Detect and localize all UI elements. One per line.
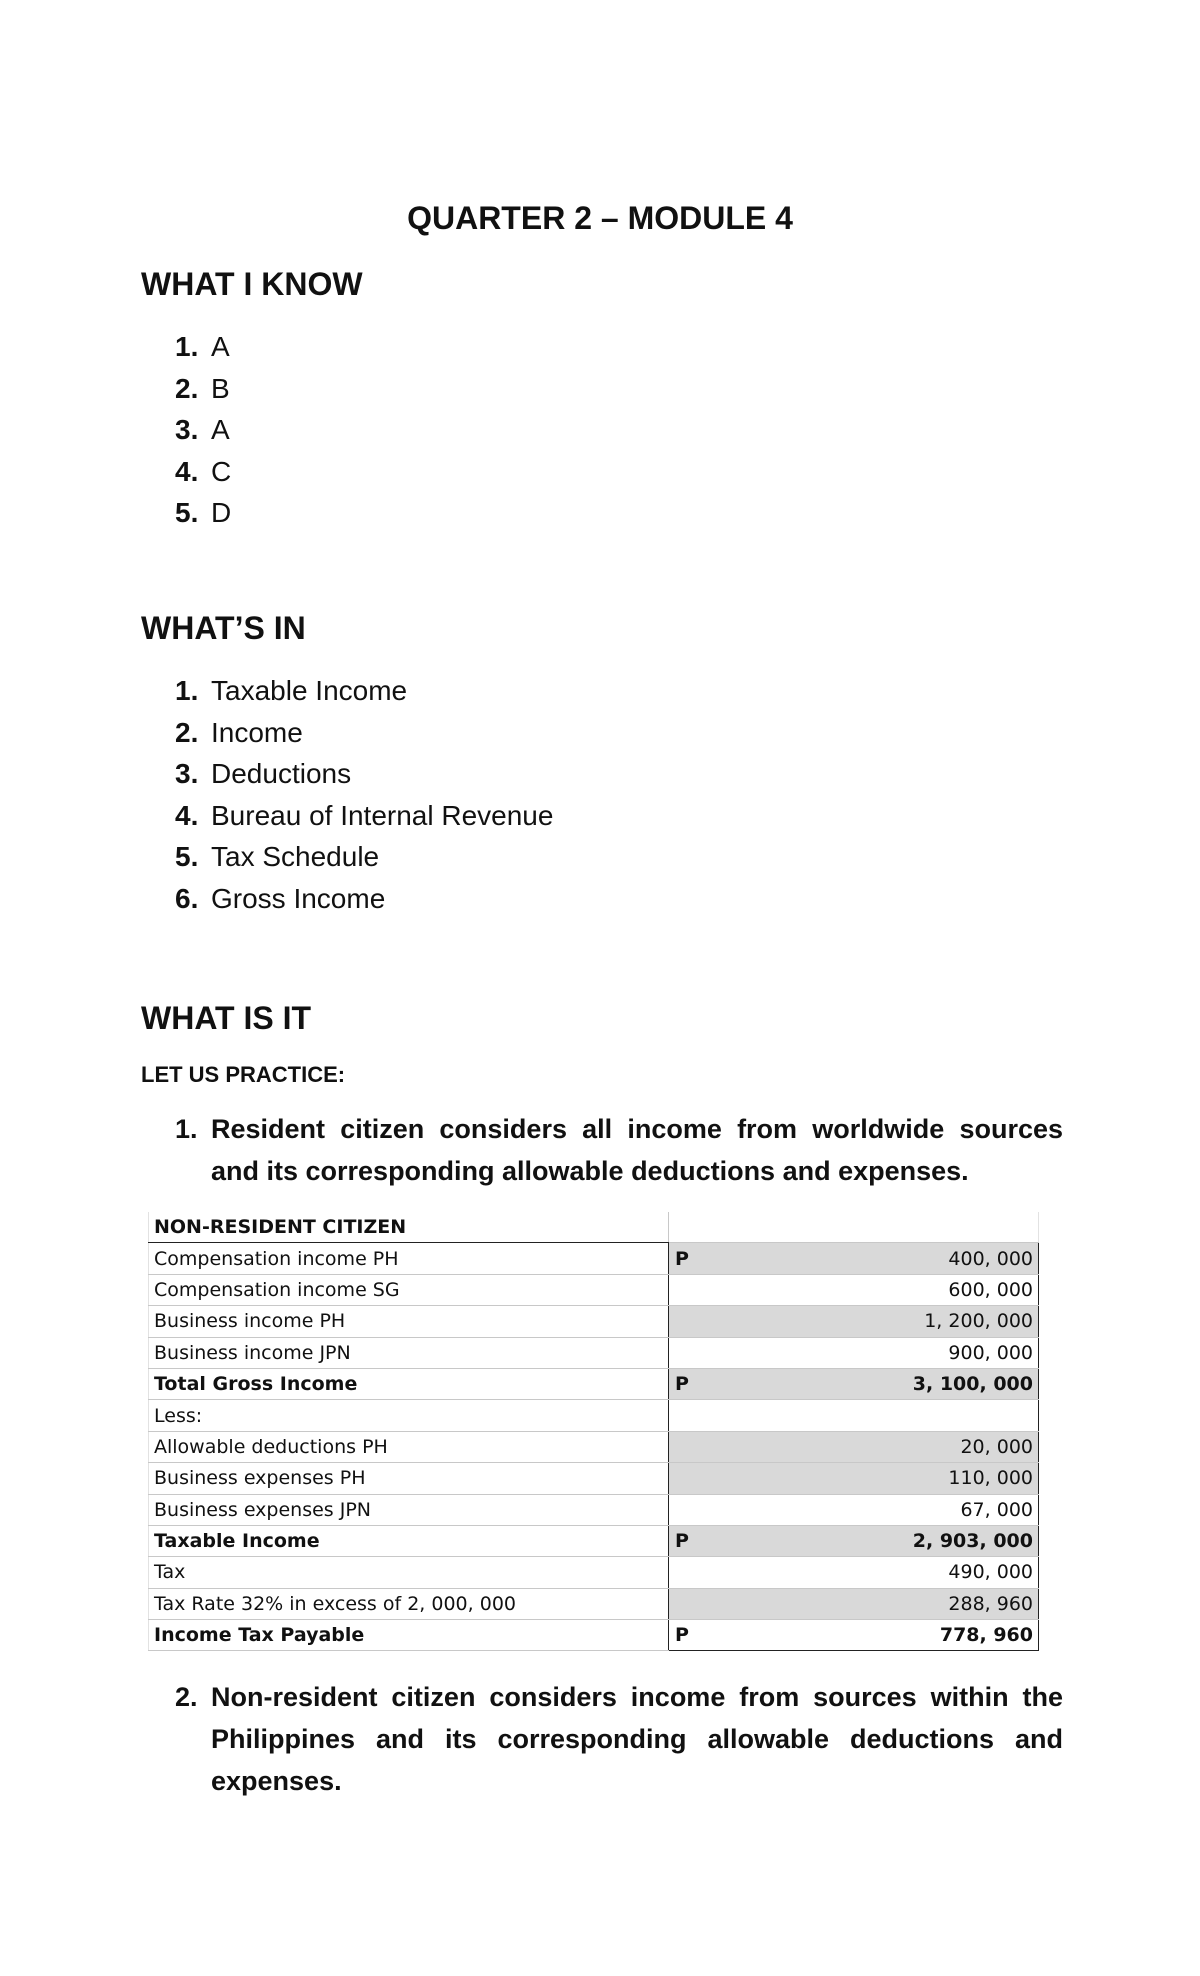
practice-text: Non-resident citizen considers income from sources within the Philippines and its corresponding allowable deductions and expenses. — [211, 1682, 1063, 1796]
currency-symbol: P — [675, 1530, 689, 1553]
item-number: 4. — [175, 799, 199, 831]
row-label: Compensation income PH — [149, 1243, 669, 1274]
table-row — [149, 1400, 1039, 1431]
table-row — [149, 1306, 1039, 1337]
row-label: Taxable Income — [149, 1525, 669, 1556]
row-value — [669, 1431, 1039, 1462]
what-i-know-list — [175, 326, 231, 534]
row-label: Allowable deductions PH — [149, 1431, 669, 1462]
amount: 600, 000 — [948, 1278, 1033, 1301]
item-text: Income — [211, 716, 303, 748]
whats-in-heading: WHAT’S IN — [141, 610, 306, 646]
currency-symbol: P — [675, 1624, 689, 1647]
table-row — [149, 1557, 1039, 1588]
item-number: 3. — [175, 414, 199, 446]
list-item — [175, 836, 553, 878]
row-label: Tax Rate 32% in excess of 2, 000, 000 — [149, 1588, 669, 1619]
row-label: Business income PH — [149, 1306, 669, 1337]
item-number: 1. — [175, 331, 199, 362]
what-is-it-heading: WHAT IS IT — [141, 1000, 312, 1036]
row-value — [669, 1620, 1039, 1651]
amount: 2, 903, 000 — [912, 1530, 1033, 1553]
table-header-row — [149, 1212, 1039, 1243]
row-value — [669, 1494, 1039, 1525]
row-value — [669, 1337, 1039, 1368]
table-row — [149, 1463, 1039, 1494]
amount: 400, 000 — [948, 1247, 1033, 1270]
table-row — [149, 1431, 1039, 1462]
item-text: Bureau of Internal Revenue — [211, 799, 554, 831]
item-text: A — [211, 414, 230, 446]
amount: 778, 960 — [939, 1624, 1033, 1647]
row-value — [669, 1463, 1039, 1494]
item-number: 2. — [175, 716, 199, 748]
what-i-know-heading: WHAT I KNOW — [141, 266, 363, 302]
amount: 490, 000 — [948, 1561, 1033, 1584]
income-tax-table — [148, 1212, 1039, 1651]
list-item — [175, 753, 553, 795]
row-label: Less: — [149, 1400, 669, 1431]
amount: 110, 000 — [948, 1467, 1033, 1490]
list-item — [175, 409, 231, 451]
list-item — [175, 712, 553, 754]
list-item — [175, 368, 231, 410]
item-number: 1. — [175, 675, 199, 706]
row-value — [669, 1243, 1039, 1274]
list-item — [175, 326, 231, 368]
item-number: 4. — [175, 455, 199, 487]
row-label: Tax — [149, 1557, 669, 1588]
item-text: Taxable Income — [211, 675, 408, 706]
amount: 900, 000 — [948, 1341, 1033, 1364]
amount: 67, 000 — [960, 1498, 1033, 1521]
table-row — [149, 1525, 1039, 1556]
row-label: Business expenses PH — [149, 1463, 669, 1494]
row-value — [669, 1306, 1039, 1337]
row-label: Compensation income SG — [149, 1274, 669, 1305]
practice-number: 2. — [175, 1682, 198, 1712]
item-text: C — [211, 455, 232, 487]
list-item — [175, 492, 231, 534]
whats-in-list — [175, 670, 553, 920]
practice-number: 1. — [175, 1114, 198, 1144]
list-item — [175, 795, 553, 837]
currency-symbol: P — [675, 1373, 689, 1396]
amount: 288, 960 — [948, 1592, 1033, 1615]
table-header: NON-RESIDENT CITIZEN — [149, 1212, 669, 1243]
item-number: 6. — [175, 882, 199, 914]
practice-item-1 — [175, 1108, 1063, 1192]
table-row — [149, 1620, 1039, 1651]
table-row — [149, 1368, 1039, 1399]
list-item — [175, 878, 553, 920]
currency-symbol: P — [675, 1247, 689, 1270]
item-number: 5. — [175, 841, 199, 873]
item-text: B — [211, 372, 230, 404]
list-item — [175, 670, 553, 712]
row-value — [669, 1368, 1039, 1399]
row-value — [669, 1400, 1039, 1431]
item-number: 2. — [175, 372, 199, 404]
item-text: Deductions — [211, 758, 352, 790]
row-label: Total Gross Income — [149, 1368, 669, 1399]
table-row — [149, 1337, 1039, 1368]
page-title: QUARTER 2 – MODULE 4 — [407, 200, 793, 236]
amount: 1, 200, 000 — [924, 1310, 1033, 1333]
let-us-practice-subheading: LET US PRACTICE: — [141, 1062, 346, 1087]
row-label: Business income JPN — [149, 1337, 669, 1368]
item-text: D — [211, 497, 232, 529]
row-value — [669, 1557, 1039, 1588]
table-header-blank — [669, 1212, 1039, 1243]
item-number: 5. — [175, 497, 199, 529]
table-row — [149, 1494, 1039, 1525]
item-text: A — [211, 331, 230, 362]
item-number: 3. — [175, 758, 199, 790]
row-value — [669, 1274, 1039, 1305]
row-value — [669, 1588, 1039, 1619]
item-text: Gross Income — [211, 882, 386, 914]
row-value — [669, 1525, 1039, 1556]
practice-text: Resident citizen considers all income from worldwide sources and its corresponding allowable deductions and expenses. — [211, 1114, 1063, 1186]
item-text: Tax Schedule — [211, 841, 380, 873]
amount: 20, 000 — [960, 1435, 1033, 1458]
practice-item-2 — [175, 1676, 1063, 1802]
table-row — [149, 1274, 1039, 1305]
list-item — [175, 451, 231, 493]
amount: 3, 100, 000 — [912, 1373, 1033, 1396]
row-label: Business expenses JPN — [149, 1494, 669, 1525]
row-label: Income Tax Payable — [149, 1620, 669, 1651]
table-row — [149, 1588, 1039, 1619]
table-row — [149, 1243, 1039, 1274]
